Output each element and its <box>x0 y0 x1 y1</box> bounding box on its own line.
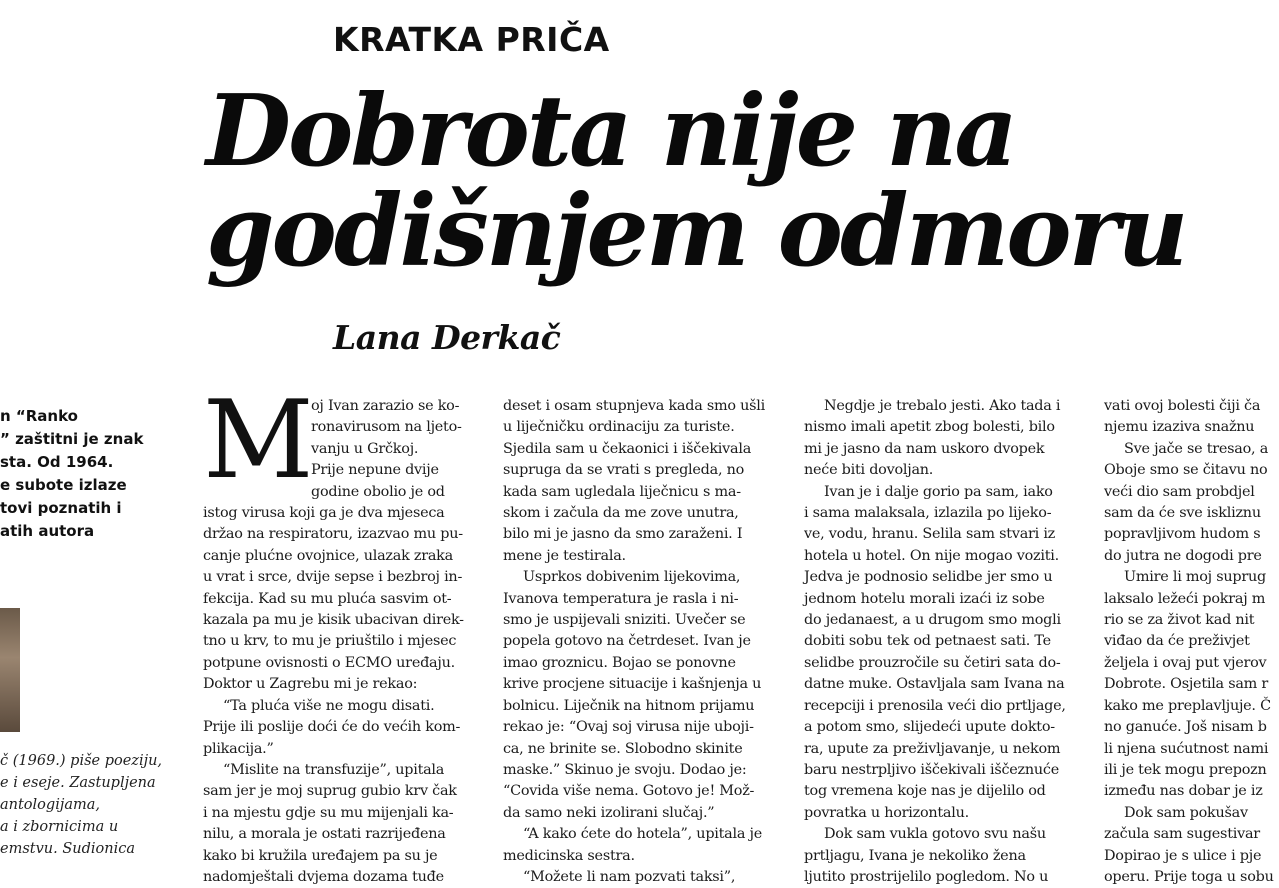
text-line: do jedanaest, a u drugom smo mogli <box>804 612 1061 629</box>
article-kicker: KRATKA PRIČA <box>333 20 610 59</box>
bio-line: n “Ranko <box>0 407 78 425</box>
text-line: rio se za život kad nit <box>1104 612 1255 629</box>
text-line: Prije nepune dvije <box>311 462 439 479</box>
text-line: i na mjestu gdje su mu mijenjali ka- <box>203 804 454 821</box>
text-line: “Mislite na transfuzije”, upitala <box>223 761 445 778</box>
text-line: hotela u hotel. On nije mogao voziti. <box>804 547 1059 564</box>
text-line: recepciji i prenosila veći dio prtljage, <box>804 697 1066 714</box>
text-line: mi je jasno da nam uskoro dvopek <box>804 440 1045 457</box>
text-line: a potom smo, slijedeći upute dokto- <box>804 719 1055 736</box>
text-line: Sve jače se tresao, a <box>1124 440 1269 457</box>
text-line: laksalo ležeći pokraj m <box>1104 590 1266 607</box>
text-line: baru nestrpljivo iščekivali iščeznuće <box>804 761 1059 778</box>
text-line: “Ta pluća više ne mogu disati. <box>223 697 435 714</box>
drop-cap: M <box>203 378 314 503</box>
author-photo <box>0 608 20 732</box>
text-line: da samo neki izolirani slučaj.” <box>503 804 715 821</box>
headline-line-1: Dobrota nije na <box>206 74 1015 189</box>
text-line: fekcija. Kad su mu pluća sasvim ot- <box>203 590 452 607</box>
text-line: Ivan je i dalje gorio pa sam, iako <box>824 483 1053 500</box>
text-line: operu. Prije toga u sobu <box>1104 868 1274 885</box>
text-line: “Možete li nam pozvati taksi”, <box>523 868 736 885</box>
text-line: popravljivom hudom s <box>1104 526 1261 543</box>
text-line: Dobrote. Osjetila sam r <box>1104 676 1269 693</box>
bio-line: ” zaštitni je znak <box>0 430 144 448</box>
text-line: istog virusa koji ga je dva mjeseca <box>203 505 445 522</box>
text-line: maske.” Skinuo je svoju. Dodao je: <box>503 761 747 778</box>
text-line: selidbe prouzročile su četiri sata do- <box>804 654 1061 671</box>
text-line: dobiti sobu tek od petnaest sati. Te <box>804 633 1051 650</box>
text-line: jednom hotelu morali izaći iz sobe <box>804 590 1045 607</box>
text-line: povratka u horizontalu. <box>804 804 969 821</box>
text-line: Sjedila sam u čekaonici i iščekivala <box>503 440 752 457</box>
text-line: željela i ovaj put vjerov <box>1104 654 1267 671</box>
sidebar-author-note <box>0 750 170 860</box>
text-line: smo je uspijevali sniziti. Uvečer se <box>503 612 746 629</box>
text-line: kako me preplavljuje. Č <box>1104 697 1271 714</box>
text-line: potpune ovisnosti o ECMO uređaju. <box>203 654 455 671</box>
text-line: nilu, a morala je ostati razrijeđena <box>203 826 446 843</box>
sidebar-bio <box>0 405 170 543</box>
bio-line: atih autora <box>0 522 95 540</box>
text-line: prtljagu, Ivana je nekoliko žena <box>804 847 1026 864</box>
text-line: vati ovoj bolesti čiji ča <box>1104 398 1261 414</box>
text-line: li njena sućutnost nami <box>1104 740 1269 757</box>
text-line: začula sam sugestivar <box>1104 826 1260 843</box>
text-line: između nas dobar je iz <box>1104 783 1263 800</box>
text-line: oj Ivan zarazio se ko- <box>311 398 460 414</box>
note-line: e i eseje. Zastupljena <box>0 775 156 791</box>
text-line: popela gotovo na četrdeset. Ivan je <box>503 633 751 650</box>
bio-line: tovi poznatih i <box>0 499 122 517</box>
text-line: kazala pa mu je kisik ubacivan direk- <box>203 612 464 629</box>
text-line: Dok sam pokušav <box>1124 804 1248 821</box>
bio-line: sta. Od 1964. <box>0 453 114 471</box>
text-line: u liječničku ordinaciju za turiste. <box>503 419 735 436</box>
text-line: datne muke. Ostavljala sam Ivana na <box>804 676 1065 693</box>
text-line: Negdje je trebalo jesti. Ako tada i <box>824 398 1061 414</box>
text-line: “Covida više nema. Gotovo je! Mož- <box>503 783 755 800</box>
article-column-1 <box>203 396 478 888</box>
text-line: kada sam ugledala liječnicu s ma- <box>503 483 741 500</box>
text-line: ronavirusom na ljeto- <box>311 419 462 436</box>
text-line: u vrat i srce, dvije sepse i bezbroj in- <box>203 569 463 586</box>
text-line: Jedva je podnosio selidbe jer smo u <box>804 569 1053 586</box>
article-column-3 <box>804 396 1083 888</box>
text-line: nadomještali dvjema dozama tuđe <box>203 868 444 885</box>
article-byline: Lana Derkač <box>333 318 561 357</box>
text-line: ljutito prostrijelilo pogledom. No u <box>804 868 1049 885</box>
article-column-2 <box>503 396 783 888</box>
article-headline <box>206 74 1186 289</box>
note-line: antologijama, <box>0 797 100 813</box>
text-line: nismo imali apetit zbog bolesti, bilo <box>804 419 1055 436</box>
text-line: deset i osam stupnjeva kada smo ušli <box>503 398 765 414</box>
text-line: držao na respiratoru, izazvao mu pu- <box>203 526 463 543</box>
text-line: krive procjene situacije i kašnjenja u <box>503 676 762 693</box>
text-line: “A kako ćete do hotela”, upitala je <box>523 826 762 843</box>
text-line: skom i začula da me zove unutra, <box>503 505 739 522</box>
text-line: supruga da se vrati s pregleda, no <box>503 462 745 479</box>
text-line: i sama malaksala, izlazila po lijeko- <box>804 505 1052 522</box>
text-line: ve, vodu, hranu. Selila sam stvari iz <box>804 526 1056 543</box>
text-line: Ivanova temperatura je rasla i ni- <box>503 590 739 607</box>
note-line: emstvu. Sudionica <box>0 841 136 857</box>
text-line: neće biti dovoljan. <box>804 462 934 479</box>
text-line: do jutra ne dogodi pre <box>1104 547 1262 564</box>
text-line: Umire li moj suprug <box>1124 569 1266 586</box>
text-line: Oboje smo se čitavu no <box>1104 462 1268 479</box>
text-line: bilo mi je jasno da smo zaraženi. I <box>503 526 743 543</box>
text-line: Doktor u Zagrebu mi je rekao: <box>203 676 418 693</box>
note-line: a i zbornicima u <box>0 819 119 835</box>
text-line: bolnicu. Liječnik na hitnom prijamu <box>503 697 755 714</box>
headline-line-2: godišnjem odmoru <box>206 174 1186 289</box>
text-line: Dok sam vukla gotovo svu našu <box>824 826 1046 843</box>
text-line: ra, upute za preživljavanje, u nekom <box>804 740 1061 757</box>
text-line: canje plućne ovojnice, ulazak zraka <box>203 547 453 564</box>
text-line: njemu izaziva snažnu <box>1104 419 1255 436</box>
text-line: imao groznicu. Bojao se ponovne <box>503 654 736 671</box>
text-line: Prije ili poslije doći će do većih kom- <box>203 719 461 736</box>
text-line: viđao da će preživjet <box>1104 633 1250 650</box>
text-line: vanju u Grčkoj. <box>311 440 419 457</box>
article-column-4 <box>1104 396 1279 888</box>
text-line: godine obolio je od <box>311 483 445 500</box>
text-line: Dopirao je s ulice i pje <box>1104 847 1262 864</box>
text-line: sam da će sve iskliznu <box>1104 505 1261 522</box>
text-line: ili je tek mogu prepozn <box>1104 761 1267 778</box>
text-line: tno u krv, to mu je priuštilo i mjesec <box>203 633 457 650</box>
text-line: medicinska sestra. <box>503 847 635 864</box>
text-line: kako bi kružila uređajem pa su je <box>203 847 438 864</box>
text-line: mene je testirala. <box>503 547 626 564</box>
text-line: sam jer je moj suprug gubio krv čak <box>203 783 457 800</box>
note-line: č (1969.) piše poeziju, <box>0 753 163 769</box>
text-line: veći dio sam probdjel <box>1104 483 1255 500</box>
text-line: ca, ne brinite se. Slobodno skinite <box>503 740 743 757</box>
text-line: no ganuće. Još nisam b <box>1104 719 1267 736</box>
text-line: plikacija.” <box>203 740 274 757</box>
bio-line: e subote izlaze <box>0 476 127 494</box>
text-line: rekao je: “Ovaj soj virusa nije uboji- <box>503 719 754 736</box>
text-line: Usprkos dobivenim lijekovima, <box>523 569 741 586</box>
text-line: tog vremena koje nas je dijelilo od <box>804 783 1046 800</box>
